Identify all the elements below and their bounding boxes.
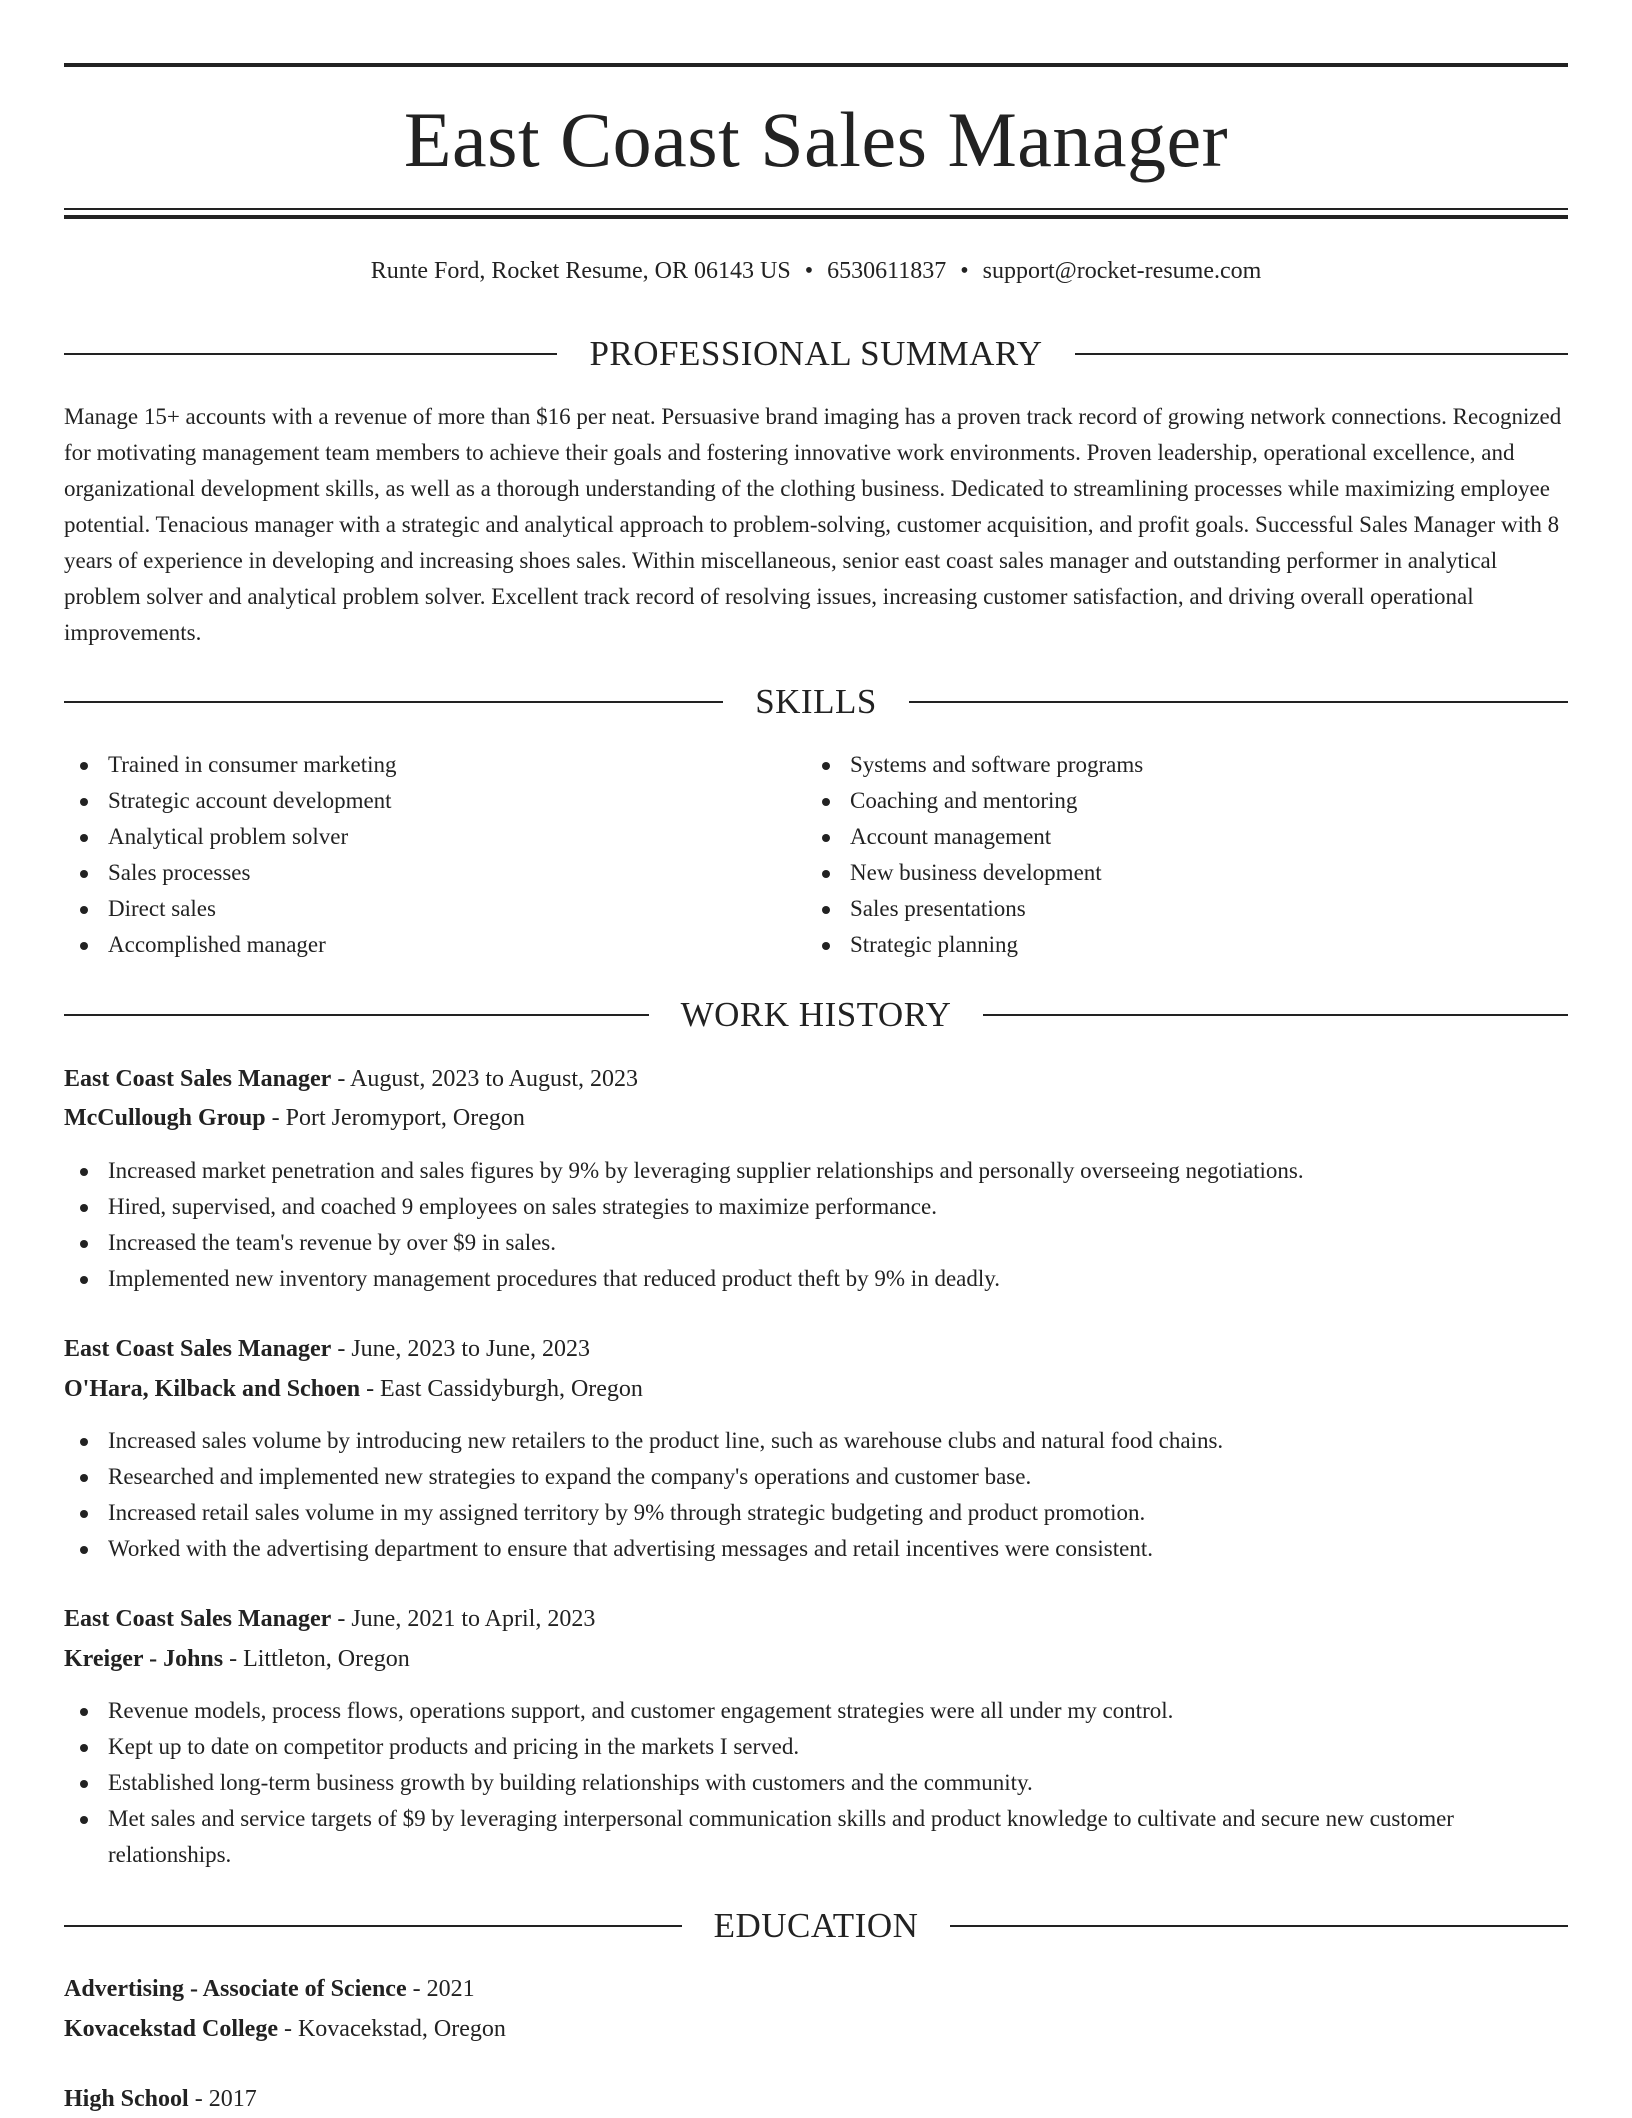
contact-phone: 6530611837 bbox=[827, 258, 947, 284]
skill-item: Sales presentations bbox=[806, 891, 1566, 927]
skills-list-right bbox=[806, 747, 1566, 963]
skill-item: Systems and software programs bbox=[806, 747, 1566, 783]
section-rule bbox=[983, 1014, 1568, 1016]
job-title-line bbox=[64, 1060, 1568, 1098]
contact-line bbox=[64, 254, 1568, 288]
contact-address: Runte Ford, Rocket Resume, OR 06143 US bbox=[370, 258, 791, 284]
job-location: - East Cassidyburgh, Oregon bbox=[360, 1376, 643, 1402]
section-title-work: WORK HISTORY bbox=[680, 995, 952, 1034]
section-rule bbox=[909, 701, 1568, 703]
resume-title: East Coast Sales Manager bbox=[403, 96, 1229, 183]
skill-item: New business development bbox=[806, 855, 1566, 891]
section-title-skills: SKILLS bbox=[755, 682, 877, 721]
section-rule bbox=[64, 1925, 682, 1927]
job-bullets bbox=[64, 1153, 1568, 1297]
job-bullet: Kept up to date on competitor products and pricing in the markets I served. bbox=[64, 1729, 1568, 1765]
section-rule bbox=[950, 1925, 1568, 1927]
job-bullet: Met sales and service targets of $9 by leveraging interpersonal communication skills and product knowledge to cultivate and secure new customer relationships. bbox=[64, 1801, 1568, 1873]
education-degree-line bbox=[64, 1970, 1568, 2008]
job-dates: - June, 2021 to April, 2023 bbox=[331, 1606, 596, 1632]
section-header-education bbox=[64, 1906, 1568, 1946]
skill-item: Trained in consumer marketing bbox=[64, 747, 804, 783]
job-bullet: Established long-term business growth by building relationships with customers and the community. bbox=[64, 1765, 1568, 1801]
job-company: O'Hara, Kilback and Schoen bbox=[64, 1376, 361, 1402]
education-year: - 2021 bbox=[406, 1976, 475, 2002]
section-title-summary: PROFESSIONAL SUMMARY bbox=[589, 334, 1043, 373]
skill-item: Account management bbox=[806, 819, 1566, 855]
skill-item: Coaching and mentoring bbox=[806, 783, 1566, 819]
job-dates: - June, 2023 to June, 2023 bbox=[331, 1336, 590, 1362]
skill-item: Direct sales bbox=[64, 891, 804, 927]
job-title: East Coast Sales Manager bbox=[64, 1606, 332, 1632]
header-rule-1 bbox=[64, 208, 1568, 210]
job-company: Kreiger - Johns bbox=[64, 1646, 224, 1672]
job-bullet: Implemented new inventory management procedures that reduced product theft by 9% in deadly. bbox=[64, 1261, 1568, 1297]
contact-separator: • bbox=[960, 258, 969, 284]
header-rule-2 bbox=[64, 215, 1568, 219]
skill-item: Accomplished manager bbox=[64, 927, 804, 963]
job-title: East Coast Sales Manager bbox=[64, 1066, 332, 1092]
contact-separator: • bbox=[804, 258, 814, 284]
job-bullet: Hired, supervised, and coached 9 employees on sales strategies to maximize performance. bbox=[64, 1189, 1568, 1225]
education-school-line bbox=[64, 2010, 1568, 2048]
education-degree: Advertising - Associate of Science bbox=[64, 1976, 407, 2002]
job-company-line bbox=[64, 1370, 1568, 1408]
job-bullet: Worked with the advertising department to ensure that advertising messages and retail incentives were consistent. bbox=[64, 1531, 1568, 1567]
education-degree: High School bbox=[64, 2086, 189, 2112]
job-bullet: Increased the team's revenue by over $9 in sales. bbox=[64, 1225, 1568, 1261]
job-bullet: Revenue models, process flows, operations support, and customer engagement strategies were all under my control. bbox=[64, 1693, 1568, 1729]
job-company: McCullough Group bbox=[64, 1105, 266, 1131]
education-degree-line bbox=[64, 2080, 1568, 2118]
job-company-line bbox=[64, 1640, 1568, 1678]
skill-item: Analytical problem solver bbox=[64, 819, 804, 855]
job-bullets bbox=[64, 1693, 1568, 1873]
job-location: - Port Jeromyport, Oregon bbox=[265, 1105, 525, 1131]
job-title-line bbox=[64, 1330, 1568, 1368]
section-header-summary bbox=[64, 334, 1568, 374]
job-bullet: Increased retail sales volume in my assigned territory by 9% through strategic budgeting and product promotion. bbox=[64, 1495, 1568, 1531]
skills-list-left bbox=[64, 747, 804, 963]
education-school: Kovacekstad College bbox=[64, 2016, 278, 2042]
section-rule bbox=[1075, 353, 1568, 355]
section-rule bbox=[64, 701, 723, 703]
job-location: - Littleton, Oregon bbox=[223, 1646, 410, 1672]
skill-item: Sales processes bbox=[64, 855, 804, 891]
contact-email: support@rocket-resume.com bbox=[982, 258, 1262, 284]
job-dates: - August, 2023 to August, 2023 bbox=[331, 1066, 639, 1092]
job-bullets bbox=[64, 1423, 1568, 1567]
job-title: East Coast Sales Manager bbox=[64, 1336, 332, 1362]
section-rule bbox=[64, 1014, 649, 1016]
header-top-rule bbox=[64, 63, 1568, 67]
section-title-education: EDUCATION bbox=[713, 1906, 919, 1945]
section-header-work bbox=[64, 995, 1568, 1035]
summary-text: Manage 15+ accounts with a revenue of more than $16 per neat. Persuasive brand imaging has a proven track record of growing network connections. Recognized for motivating management team members to achieve their goals and fostering innovative work environments. Proven leadership, operational excellence, and organizational development skills, as well as a thorough understanding of the clothing business. Dedicated to streamlining processes while maximizing employee potential. Tenacious manager with a strategic and analytical approach to problem-solving, customer acquisition, and profit goals. Successful Sales Manager with 8 years of experience in developing and increasing shoes sales. Within miscellaneous, senior east coast sales manager and outstanding performer in analytical problem solver and analytical problem solver. Excellent track record of resolving issues, increasing customer satisfaction, and driving overall operational improvements. bbox=[64, 404, 1562, 645]
education-location: - Kovacekstad, Oregon bbox=[277, 2016, 506, 2042]
job-bullet: Increased market penetration and sales figures by 9% by leveraging supplier relationships and personally overseeing negotiations. bbox=[64, 1153, 1568, 1189]
section-rule bbox=[64, 353, 557, 355]
job-bullet: Researched and implemented new strategies to expand the company's operations and customer base. bbox=[64, 1459, 1568, 1495]
skill-item: Strategic planning bbox=[806, 927, 1566, 963]
education-year: - 2017 bbox=[188, 2086, 257, 2112]
job-title-line bbox=[64, 1600, 1568, 1638]
job-company-line bbox=[64, 1099, 1568, 1137]
section-header-skills bbox=[64, 682, 1568, 722]
job-bullet: Increased sales volume by introducing new retailers to the product line, such as warehouse clubs and natural food chains. bbox=[64, 1423, 1568, 1459]
skill-item: Strategic account development bbox=[64, 783, 804, 819]
